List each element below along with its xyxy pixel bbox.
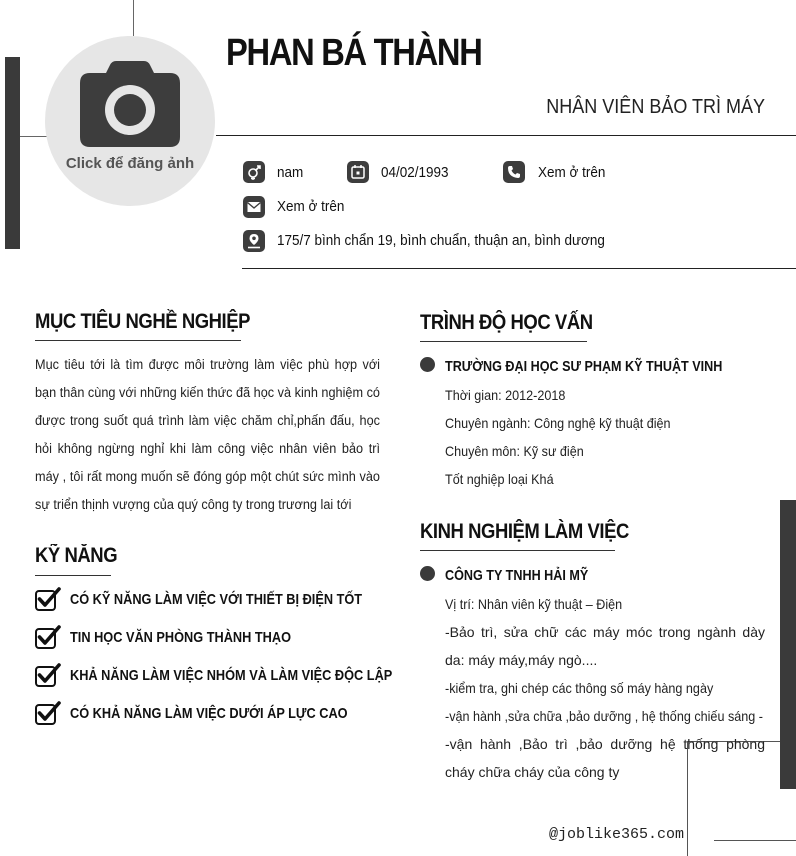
bullet-dot [420, 357, 435, 372]
address-value: 175/7 bình chẩn 19, bình chuẩn, thuận an, bình dương [277, 232, 605, 249]
decor-line [133, 0, 134, 36]
candidate-name: PHAN BÁ THÀNH [226, 32, 482, 74]
heading-underline [35, 575, 111, 576]
skill-label: CÓ KỸ NĂNG LÀM VIỆC VỚI THIẾT BỊ ĐIỆN TỐT [70, 590, 363, 608]
email-icon [243, 196, 265, 218]
experience-duty: -vận hành ,sửa chữa ,bảo dưỡng , hệ thống chiếu sáng - [445, 708, 763, 724]
experience-duty: -kiểm tra, ghi chép các thông số máy hàng ngày [445, 680, 714, 696]
email-value: Xem ở trên [277, 198, 345, 215]
experience-position: Vị trí: Nhân viên kỹ thuật – Điện [445, 596, 623, 612]
contact-divider [242, 268, 796, 269]
education-line: Chuyên ngành: Công nghệ kỹ thuật điện [445, 415, 671, 431]
skill-label: CÓ KHẢ NĂNG LÀM VIỆC DƯỚI ÁP LỰC CAO [70, 704, 348, 722]
checkbox-checked-icon [35, 663, 61, 687]
education-line: Thời gian: 2012-2018 [445, 387, 566, 403]
company-name: CÔNG TY TNHH HẢI MỸ [445, 567, 589, 584]
decor-bar-right [780, 500, 796, 789]
heading-underline [420, 341, 587, 342]
decor-line [714, 840, 796, 841]
location-icon [243, 230, 265, 252]
job-title: NHÂN VIÊN BẢO TRÌ MÁY [546, 96, 765, 118]
avatar-upload[interactable] [45, 36, 215, 206]
heading-underline [35, 340, 241, 341]
school-name: TRƯỜNG ĐẠI HỌC SƯ PHẠM KỸ THUẬT VINH [445, 358, 723, 375]
avatar-label: Click để đăng ảnh [65, 155, 195, 172]
objective-text: Mục tiêu tới là tìm được môi trường làm việc phù hợp với bạn thân cùng với những kiến thức đã học và kinh nghiệm có được trong suốt quá trình làm việc chăm chỉ,phấn đấu, học hỏi không ngừng nghỉ khi làm công việc nhân viên bảo trì máy , tôi rất mong muốn sẽ đóng góp một chút sức mình vào sự triển thịnh vượng của quý công ty trong trương lai tới [35, 357, 380, 512]
skills-heading: KỸ NĂNG [35, 544, 118, 567]
calendar-icon [347, 161, 369, 183]
phone-icon [503, 161, 525, 183]
objective-heading: MỤC TIÊU NGHỀ NGHIỆP [35, 310, 251, 333]
gender-value: nam [277, 164, 304, 181]
skill-label: KHẢ NĂNG LÀM VIỆC NHÓM VÀ LÀM VIỆC ĐỘC LẬP [70, 666, 393, 684]
education-line: Tốt nghiệp loại Khá [445, 471, 554, 487]
skill-item [35, 625, 330, 649]
heading-underline [420, 550, 615, 551]
experience-duty: -Bảo trì, sửa chữ các máy móc trong ngành dày da: máy máy,máy ngò.... [445, 624, 765, 668]
checkbox-checked-icon [35, 587, 61, 611]
experience-heading: KINH NGHIỆM LÀM VIỆC [420, 520, 629, 543]
camera-icon [80, 61, 180, 147]
experience-duty: -vận hành ,Bảo trì ,bảo dưỡng hệ thống phòng cháy chữa cháy của công ty [445, 736, 765, 780]
skill-item [35, 663, 449, 687]
skill-item [35, 701, 397, 725]
education-heading: TRÌNH ĐỘ HỌC VẤN [420, 311, 593, 334]
education-line: Chuyên môn: Kỹ sư điện [445, 443, 584, 459]
phone-value: Xem ở trên [538, 164, 606, 181]
bullet-dot [420, 566, 435, 581]
decor-line [20, 136, 48, 137]
checkbox-checked-icon [35, 701, 61, 725]
decor-bar-left [5, 57, 20, 249]
watermark-text: @joblike365.com [549, 826, 685, 843]
skill-label: TIN HỌC VĂN PHÒNG THÀNH THẠO [70, 628, 291, 646]
header-divider [216, 135, 796, 136]
gender-icon [243, 161, 265, 183]
skill-item [35, 587, 414, 611]
birthday-value: 04/02/1993 [381, 164, 449, 181]
checkbox-checked-icon [35, 625, 61, 649]
